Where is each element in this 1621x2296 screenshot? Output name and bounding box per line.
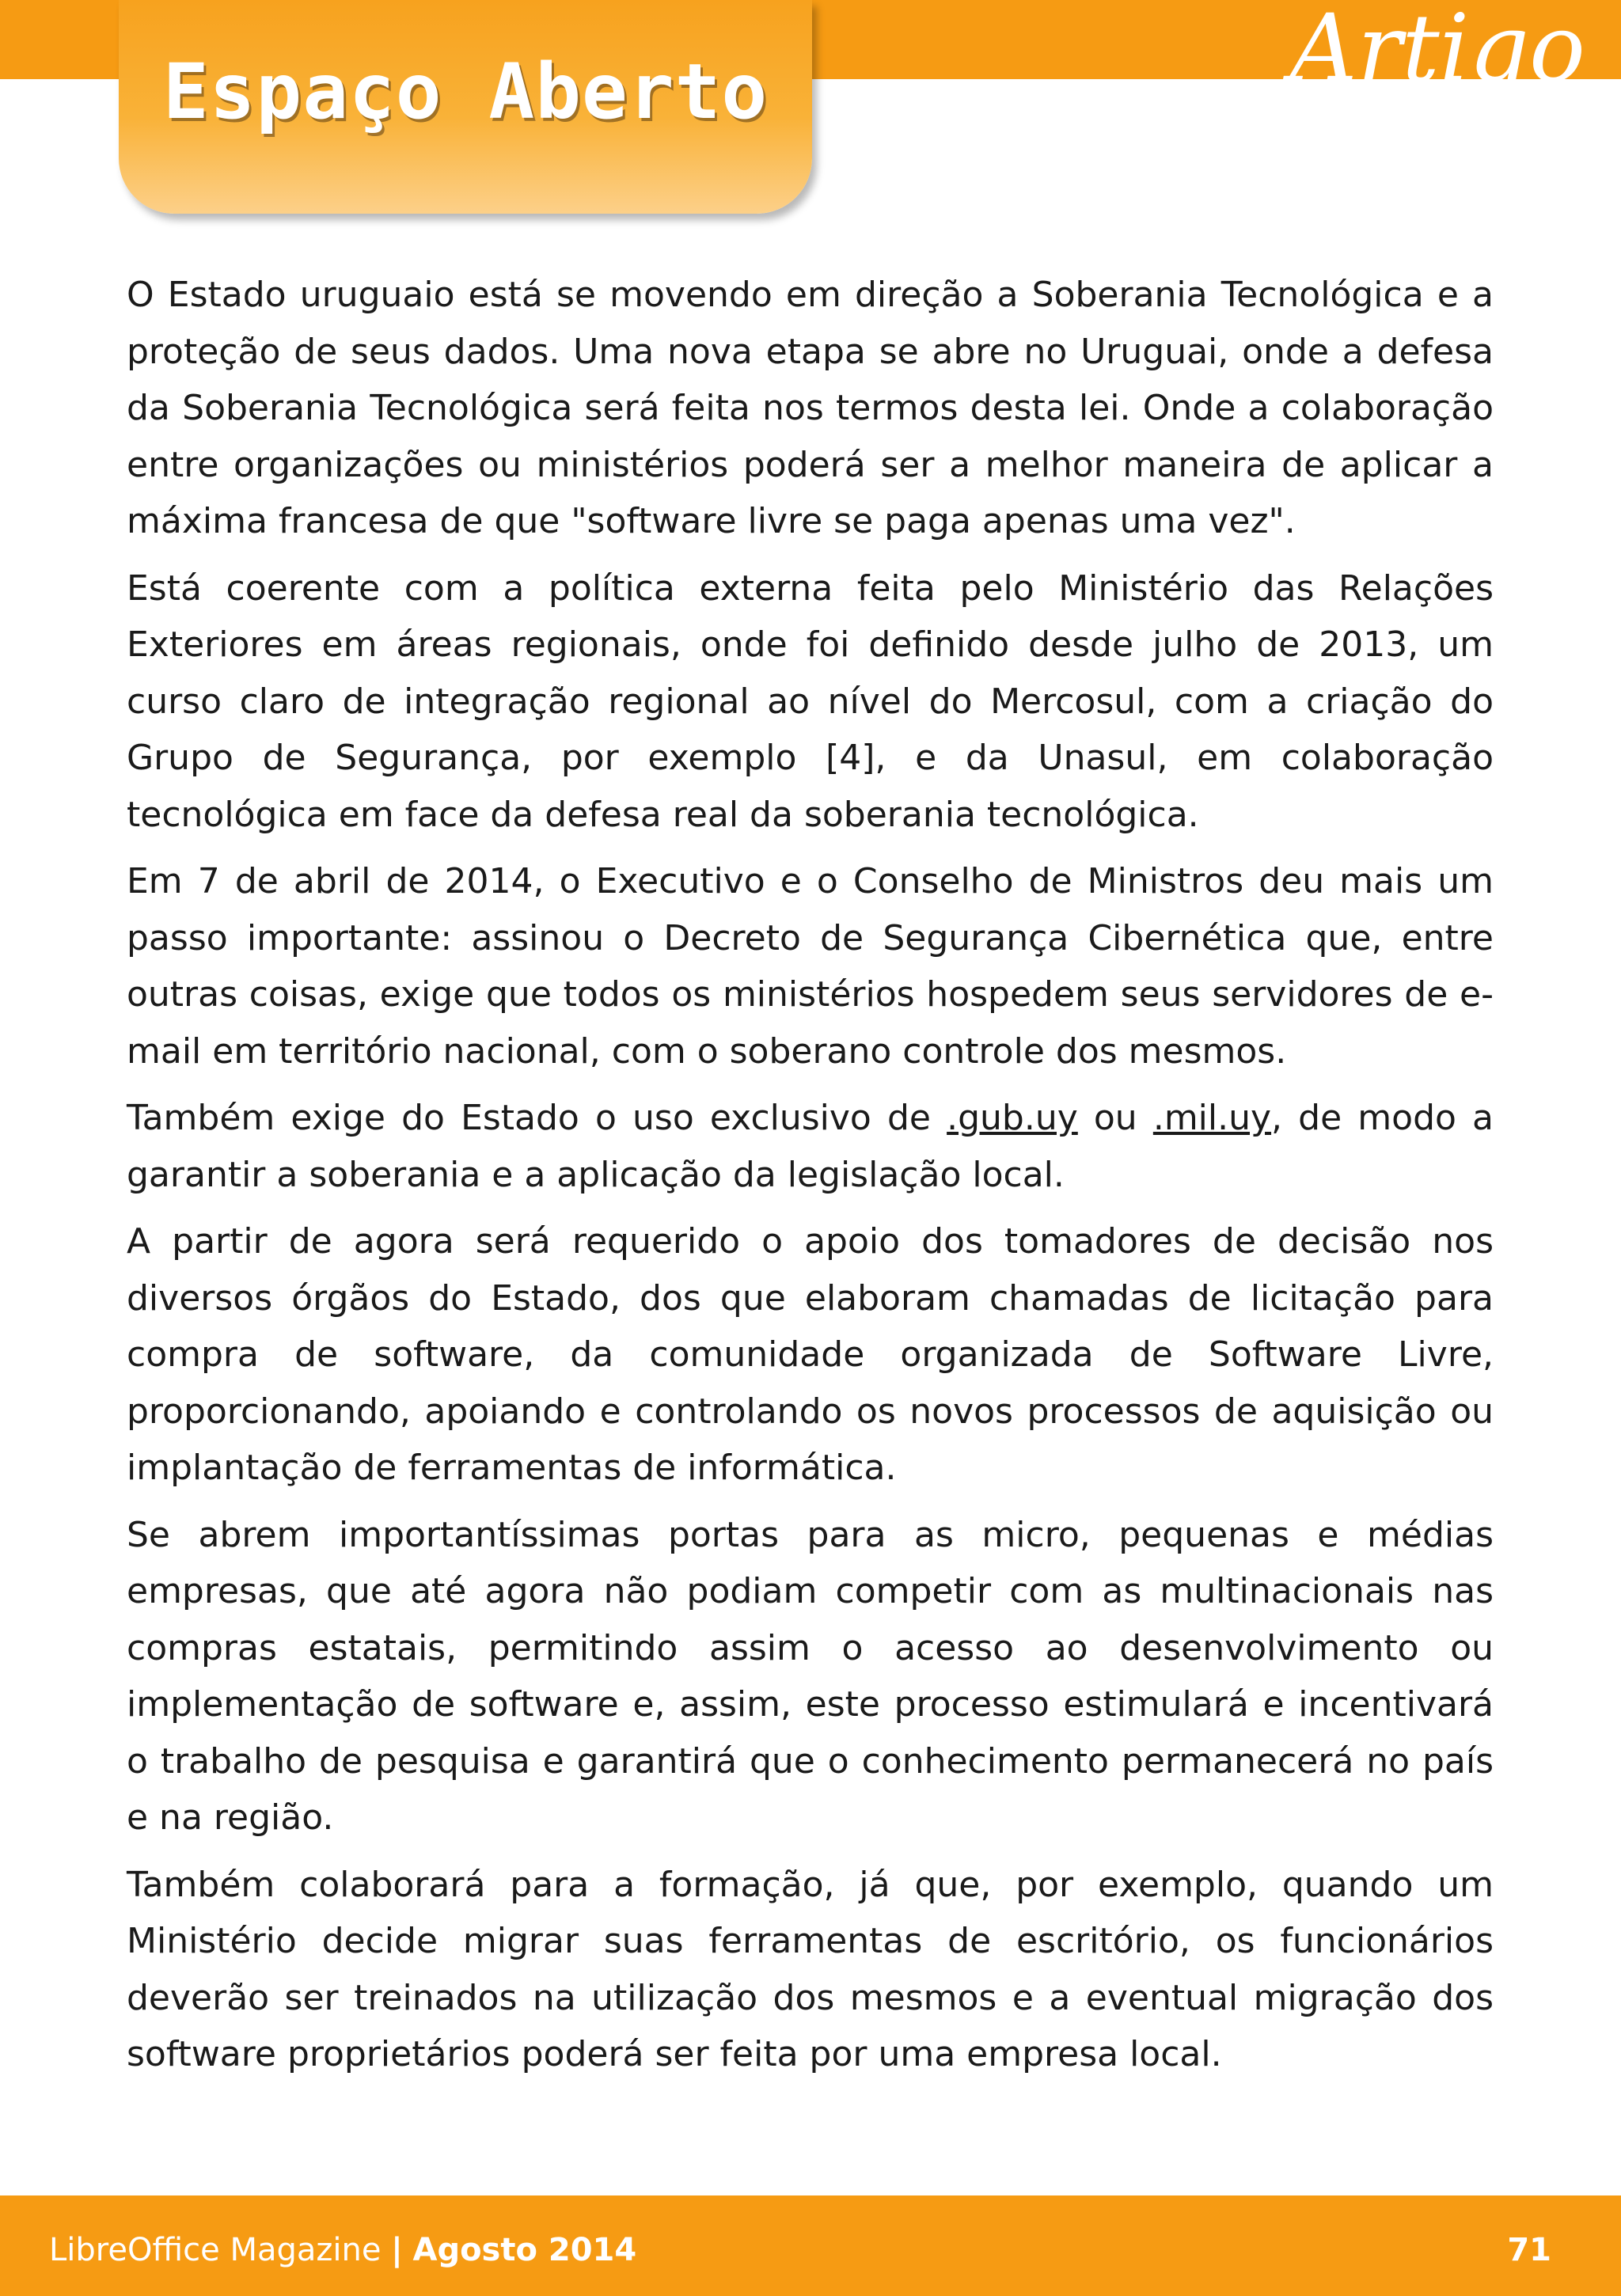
paragraph-2: Está coerente com a política externa feita pelo Ministério das Relações Exteriores em áreas regionais, onde foi definido desde julho de 2013, um curso claro de integração regional ao nível do Mercosul, com a criação do Grupo de Segurança, por exemplo [4], e da Unasul, em colaboração tecnológica em face da defesa real da soberania tecnológica. (127, 567, 1494, 835)
gub-uy-link[interactable]: .gub.uy (947, 1098, 1078, 1138)
paragraph-1: O Estado uruguaio está se movendo em direção a Soberania Tecnológica e a proteção de seus dados. Uma nova etapa se abre no Uruguai, onde a defesa da Soberania Tecnológica será feita nos termos desta lei. Onde a colaboração entre organizações ou ministérios poderá ser a melhor maneira de aplicar a máxima francesa de que "software livre se paga apenas uma vez". (127, 275, 1494, 541)
mil-uy-link[interactable]: .mil.uy (1152, 1098, 1272, 1138)
paragraph-4-text-middle: ou (1077, 1098, 1153, 1138)
paragraph-3: Em 7 de abril de 2014, o Executivo e o Conselho de Ministros deu mais um passo importante: assinou o Decreto de Segurança Cibernética que, entre outras coisas, exige que todos os ministérios hospedem seus servidores de e-mail em território nacional, com o soberano controle dos mesmos. (127, 861, 1494, 1072)
article-body (127, 267, 1494, 2093)
magazine-name: LibreOffice Magazine (49, 2232, 382, 2268)
paragraph-6: Se abrem importantíssimas portas para as micro, pequenas e médias empresas, que até agora não podiam competir com as multinacionais nas compras estatais, permitindo assim o acesso ao desenvolvimento ou implementação de software e, assim, este processo estimulará e incentivará o trabalho de pesquisa e garantirá que o conhecimento permanecerá no país e na região. (127, 1514, 1494, 1838)
paragraph-4-text-start: Também exige do Estado o uso exclusivo de (127, 1098, 947, 1138)
section-title: Espaço Aberto (162, 47, 769, 136)
footer-bar (0, 2195, 1621, 2296)
paragraph-4 (127, 1090, 1494, 1203)
paragraph-4-text-end: , de modo a garantir a soberania e a aplicação da legislação local. (127, 1098, 1494, 1195)
section-tab (119, 0, 812, 214)
issue-date: Agosto 2014 (412, 2232, 637, 2268)
footer-publication (49, 2232, 636, 2268)
category-label: Artigo (1289, 0, 1585, 103)
paragraph-5: A partir de agora será requerido o apoio dos tomadores de decisão nos diversos órgãos do Estado, dos que elaboram chamadas de licitação para compra de software, da comunidade organizada de Software Livre, proporcionando, apoiando e controlando os novos processos de aquisição ou implantação de ferramentas de informática. (127, 1221, 1494, 1488)
page-number: 71 (1507, 2232, 1551, 2268)
paragraph-7: Também colaborará para a formação, já que, por exemplo, quando um Ministério decide migrar suas ferramentas de escritório, os funcionários deverão ser treinados na utilização dos mesmos e a eventual migração dos software proprietários poderá ser feita por uma empresa local. (127, 1864, 1494, 2074)
footer-separator: | (391, 2232, 403, 2268)
